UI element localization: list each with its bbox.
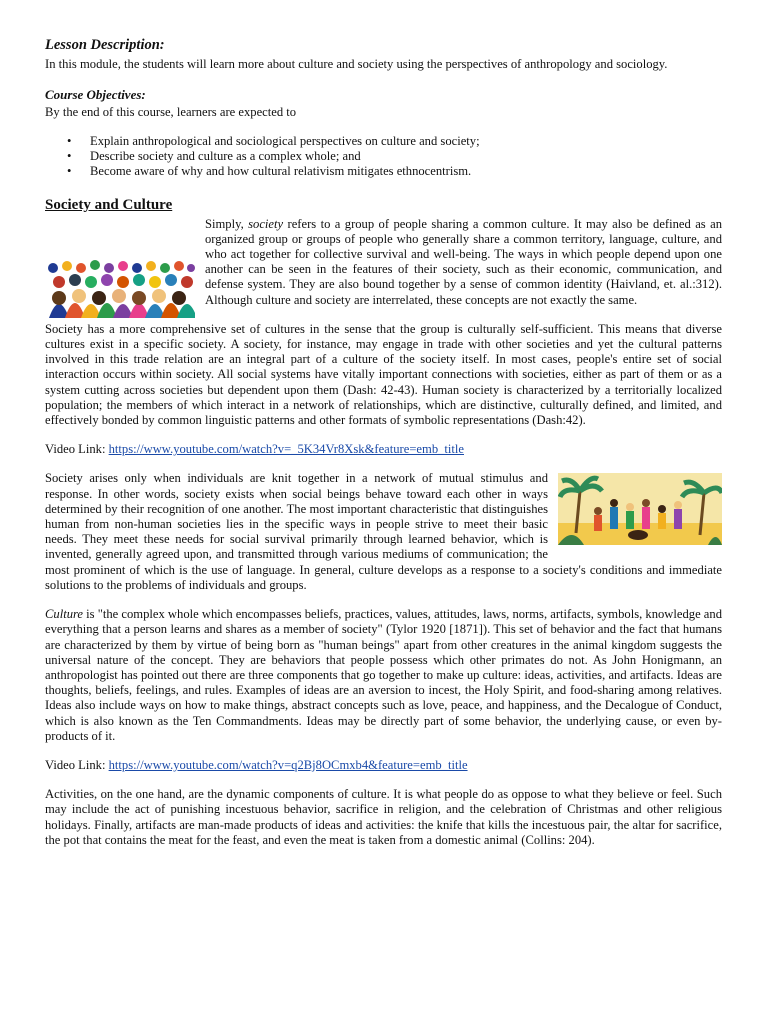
culture-term: Culture (45, 607, 84, 622)
society-term: society (248, 216, 284, 231)
video-link-line-2: Video Link: https://www.youtube.com/watch?v=q2Bj8OCmxb4&feature=emb_title (45, 757, 468, 772)
objective-item: • Explain anthropological and sociological perspectives on culture and society; (45, 134, 722, 149)
objectives-intro: By the end of this course, learners are expected to (45, 104, 297, 119)
crowd-illustration (45, 256, 195, 318)
section-heading: Society and Culture (45, 197, 173, 214)
society-comprehensive-paragraph: Society has a more comprehensive set of cultures in the sense that the group is culturally self-sufficient. This means that diverse cultures exist in a specific society. A society, for instance, may engage in trade with other societies and yet the cultural patterns involved in this trade relation are an integral part of a culture of the society itself. In most cases, people's entire set of social interaction occurs within society. All social systems have vitally important connections with societies, either as part of them or as a system cutting across societies but dependent upon them (Dash: 42-43). Human society is characterized by a territorially localized population; the members of which interact in a network of relationships, which are distinctive, culturally defined, and limited, and effectively bonded by common linguistic patterns and other formats of symbolic representations (Dash:42). (45, 321, 722, 428)
society-arises-paragraph: Society arises only when individuals are knit together in a network of mutual stimulus and response. In other words, society exists when social beings behave toward each other in ways determined by their recognition of one another. The most important characteristic that distinguishes human from non-human societies lies in the specific ways in people strive to meet their basic needs. They meet these needs for social survival primarily through learned behavior, which is invented, generally agreed upon, and transmitted through various mediums of communication; the most prominent of which is the use of language. In general, culture develops as a response to a society's conditions and immediate solutions to the problems of individuals and groups. (45, 471, 722, 592)
objective-item: • Become aware of why and how cultural relativism mitigates ethnocentrism. (45, 164, 722, 179)
activities-paragraph: Activities, on the one hand, are the dynamic components of culture. It is what people do as oppose to what they believe or feel. Such may include the act of punishing incestuous behavior, sacrifice in religion, and the celebration of Christmas and other religious holidays. Finally, artifacts are man-made products of ideas and activities: the knife that kills the incestuous pair, the altar for sacrifice, the pot that contains the meat for the feast, and even the meat is taken from a domestic animal (Collins: 204). (45, 787, 722, 847)
document-page (45, 38, 722, 848)
objectives-heading: Course Objectives: (45, 87, 146, 103)
culture-paragraph: Culture is "the complex whole which encompasses beliefs, practices, values, attitudes, laws, norms, artifacts, symbols, knowledge and everything that a person learns and shares as a member of society" (Tylor 1920 [1871]). This set of behavior and the fact that humans are characterized by them by virtue of being born as "human beings" apart from other creatures in the animal kingdom suggests the universal nature of the concept. They are behaviors that people possess which other primates do not. As John Honigmann, an anthropologist has pointed out there are three components that go together to make up culture: ideas, activities, and artifacts. Ideas are thoughts, beliefs, feelings, and rules. Examples of ideas are an aversion to incest, the Holy Spirit, and food-sharing among relatives. Ideas also include ways on how to make things, abstract concepts such as love, peace, and happiness, and the Decalogue of Conduct, which is also known as the Ten Commandments. Ideas may be directly part of some behavior, the underlying cause, or even by-products of it. (45, 607, 722, 743)
video-link-1[interactable]: https://www.youtube.com/watch?v=_5K34Vr8Xsk&feature=emb_title (108, 442, 464, 457)
lesson-text: In this module, the students will learn more about culture and society using the perspectives of anthropology and sociology. (45, 57, 668, 72)
video-link-line-1: Video Link: https://www.youtube.com/watch?v=_5K34Vr8Xsk&feature=emb_title (45, 442, 464, 457)
community-illustration (558, 473, 722, 545)
objective-item: • Describe society and culture as a complex whole; and (45, 149, 722, 164)
lesson-heading: Lesson Description: (45, 37, 165, 53)
video-link-2[interactable]: https://www.youtube.com/watch?v=q2Bj8OCmxb4&feature=emb_title (108, 757, 468, 772)
society-paragraph: Simply, society refers to a group of people sharing a common culture. It may also be defined as an organized group or groups of people who generally share a common territory, language, culture, and who act together for collective survival and well-being. The ways in which people depend upon one another can be seen in the features of their society, such as their economic, communication, and defense system. They are also bound together by a sense of common identity (Haivland, et. al.:312). Although culture and society are interrelated, these concepts are not exactly the same. (205, 216, 722, 307)
objectives-list (45, 134, 722, 180)
